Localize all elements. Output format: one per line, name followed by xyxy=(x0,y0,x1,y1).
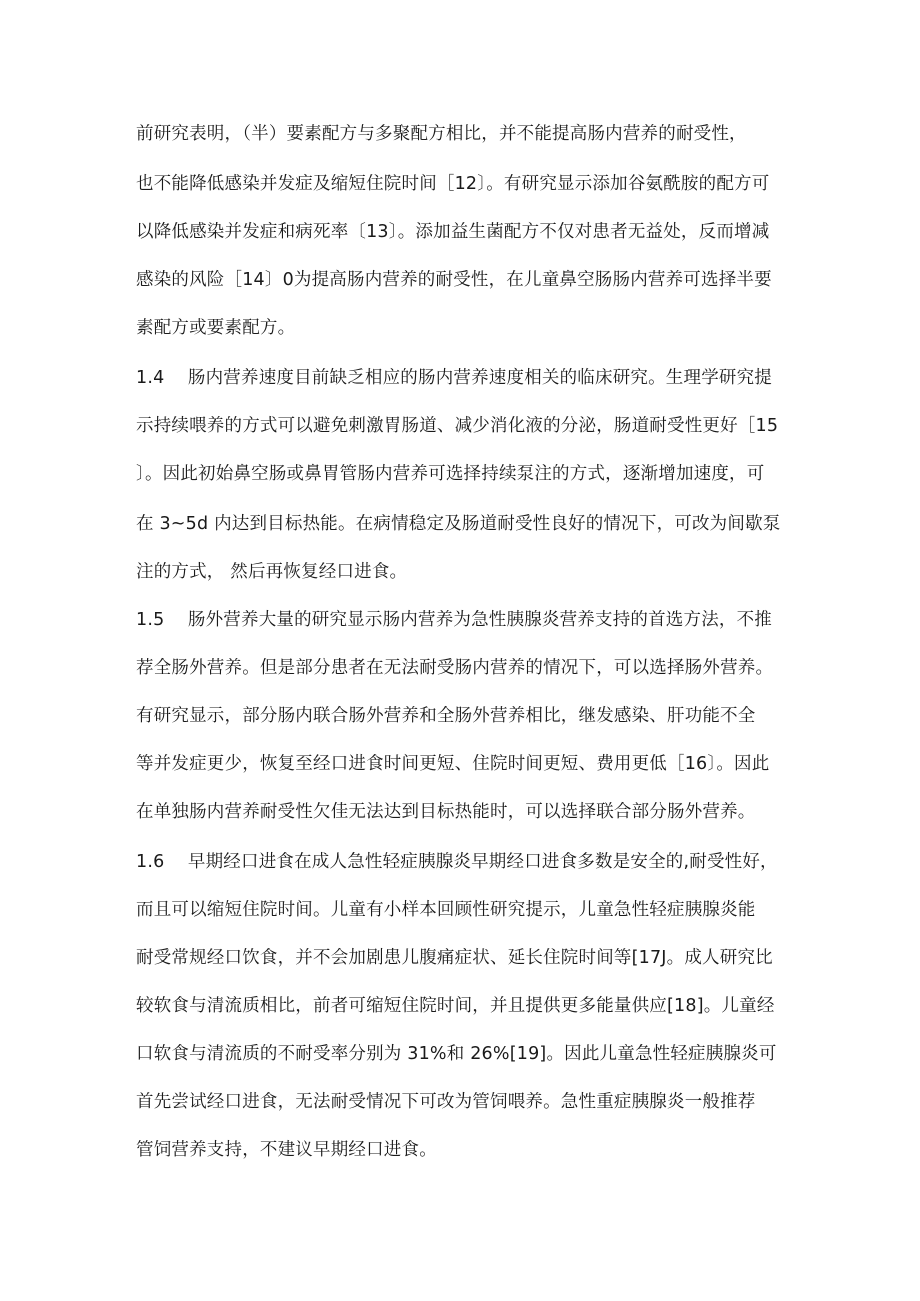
text-line: 1.6 早期经口进食在成人急性轻症胰腺炎早期经口进食多数是安全的,耐受性好， xyxy=(136,852,778,872)
text-line: 示持续喂养的方式可以避免刺激胃肠道、减少消化液的分泌，肠道耐受性更好［15 xyxy=(136,416,779,436)
text-line: 荐全肠外营养。但是部分患者在无法耐受肠内营养的情况下，可以选择肠外营养。 xyxy=(136,658,774,678)
text-line: 管饲营养支持，不建议早期经口进食。 xyxy=(136,1140,437,1160)
text-line: 注的方式， 然后再恢复经口进食。 xyxy=(136,562,408,582)
text-line: 素配方或要素配方。 xyxy=(136,318,296,338)
text-line: 等并发症更少，恢复至经口进食时间更短、住院时间更短、费用更低［16〕。因此 xyxy=(136,754,770,774)
text-line: 首先尝试经口进食，无法耐受情况下可改为管饲喂养。急性重症胰腺炎一般推荐 xyxy=(136,1092,756,1112)
text-line: 在 3~5d 内达到目标热能。在病情稳定及肠道耐受性良好的情况下，可改为间歇泵 xyxy=(136,514,781,534)
text-line: 有研究显示，部分肠内联合肠外营养和全肠外营养相比，继发感染、肝功能不全 xyxy=(136,706,756,726)
text-line: 较软食与清流质相比，前者可缩短住院时间，并且提供更多能量供应[18]。儿童经 xyxy=(136,996,775,1016)
text-line: 也不能降低感染并发症及缩短住院时间［12〕。有研究显示添加谷氨酰胺的配方可 xyxy=(136,174,770,194)
text-line: 〕。因此初始鼻空肠或鼻胃管肠内营养可选择持续泵注的方式，逐渐增加速度，可 xyxy=(136,464,765,484)
text-line: 耐受常规经口饮食，并不会加剧患儿腹痛症状、延长住院时间等[17J。成人研究比 xyxy=(136,948,773,968)
text-line: 前研究表明，（半）要素配方与多聚配方相比，并不能提高肠内营养的耐受性， xyxy=(136,124,747,144)
text-line: 1.4 肠内营养速度目前缺乏相应的肠内营养速度相关的临床研究。生理学研究提 xyxy=(136,368,772,388)
text-line: 而且可以缩短住院时间。儿童有小样本回顾性研究提示，儿童急性轻症胰腺炎能 xyxy=(136,900,756,920)
text-line: 1.5 肠外营养大量的研究显示肠内营养为急性胰腺炎营养支持的首选方法，不推 xyxy=(136,610,772,630)
text-line: 以降低感染并发症和病死率〔13〕。添加益生菌配方不仅对患者无益处，反而增减 xyxy=(136,222,770,242)
text-line: 感染的风险［14〕0为提高肠内营养的耐受性，在儿童鼻空肠肠内营养可选择半要 xyxy=(136,270,772,290)
text-line: 在单独肠内营养耐受性欠佳无法达到目标热能时，可以选择联合部分肠外营养。 xyxy=(136,802,756,822)
text-line: 口软食与清流质的不耐受率分别为 31%和 26%[19]。因此儿童急性轻症胰腺炎可 xyxy=(136,1044,777,1064)
